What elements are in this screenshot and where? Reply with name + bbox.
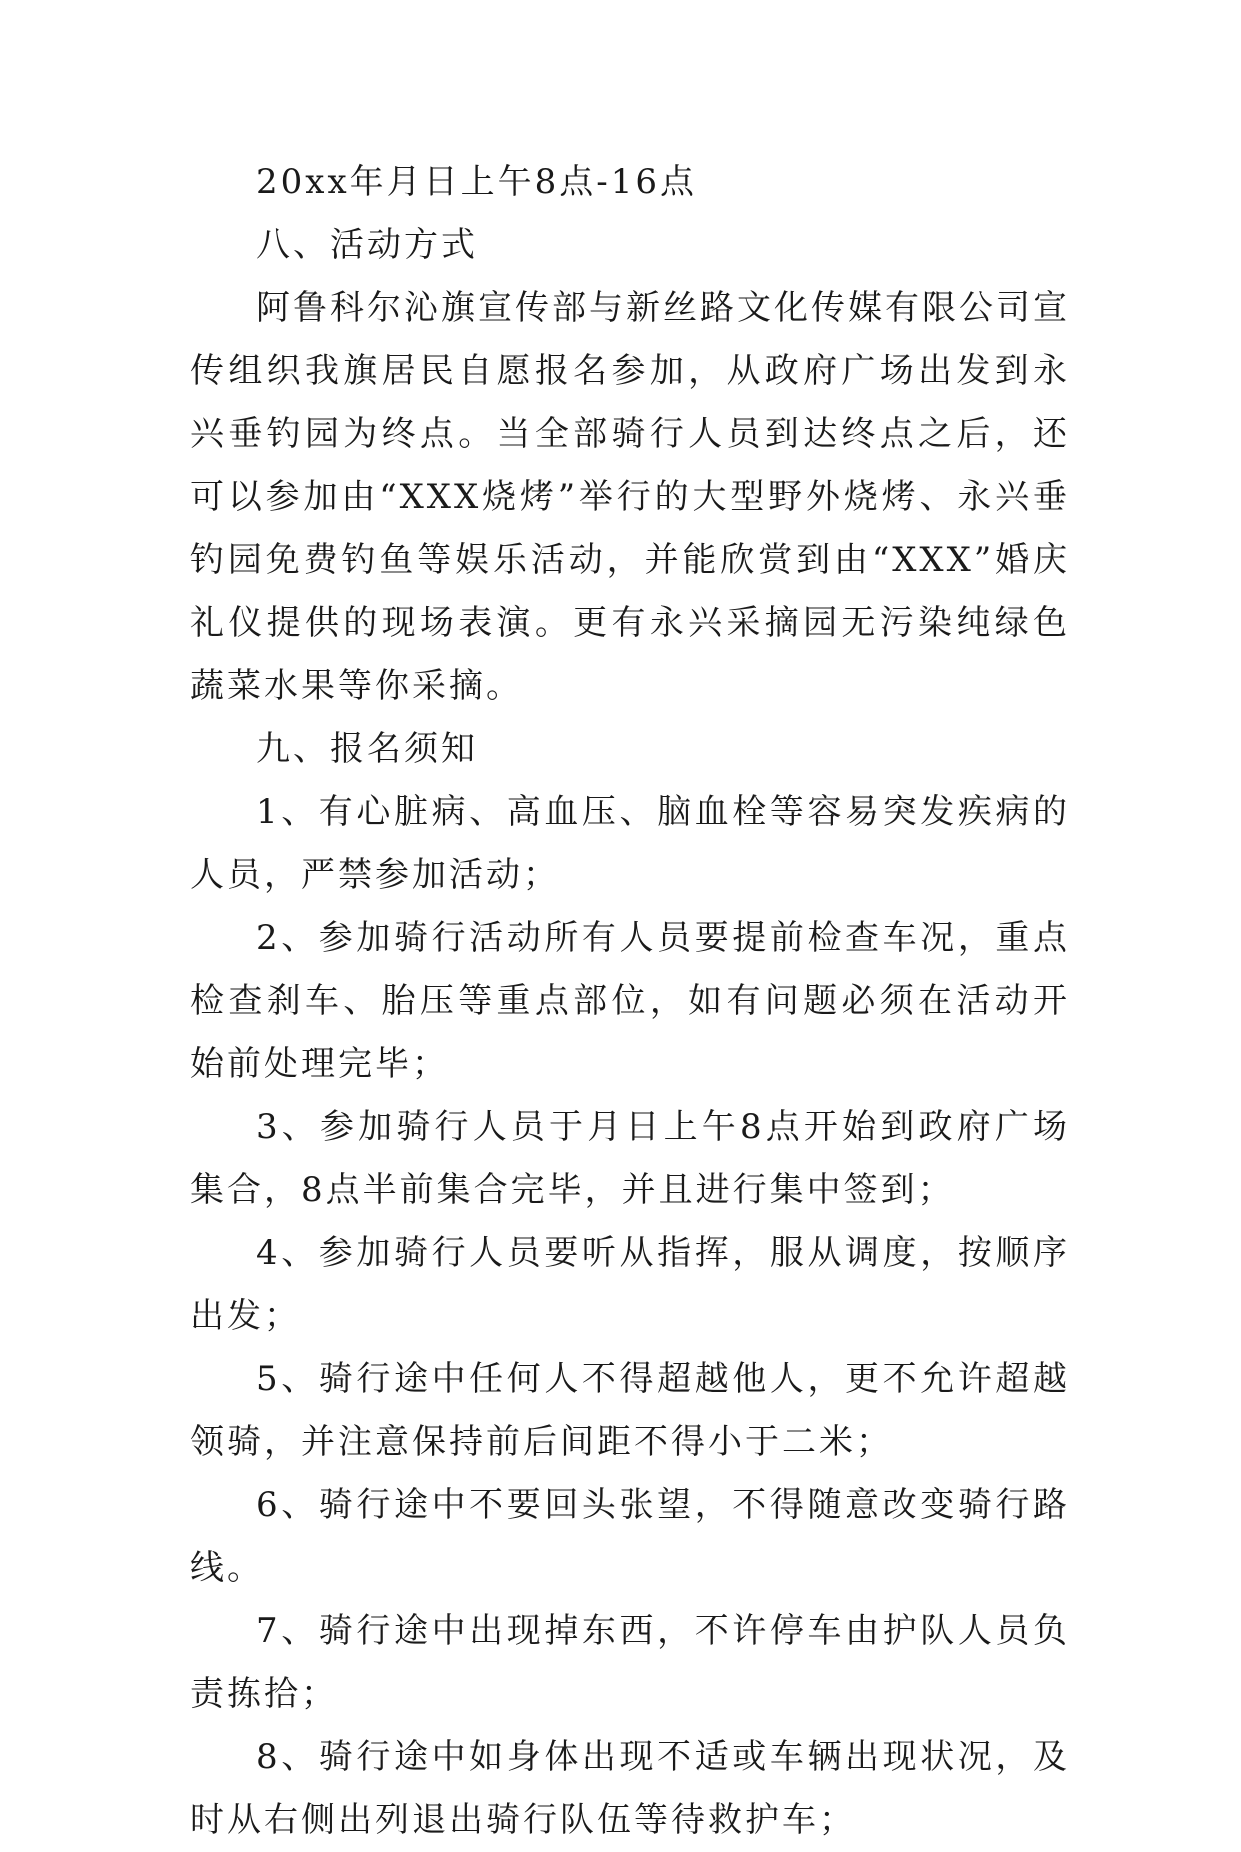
section-heading-activity-method: 八、活动方式: [256, 225, 478, 265]
notice-item-6: 6、骑行途中不要回头张望，不得随意改变骑行路线。: [190, 1485, 1070, 1588]
section-heading-registration-notes: 九、报名须知: [256, 729, 478, 769]
notice-item-7: 7、骑行途中出现掉东西，不许停车由护队人员负责拣拾；: [190, 1611, 1070, 1714]
notice-item-2: 2、参加骑行活动所有人员要提前检查车况，重点检查刹车、胎压等重点部位，如有问题必须在活动开始前处理完毕；: [190, 918, 1070, 1084]
notice-item-8: 8、骑行途中如身体出现不适或车辆出现状况，及时从右侧出列退出骑行队伍等待救护车；: [190, 1737, 1070, 1840]
notice-item-4: 4、参加骑行人员要听从指挥，服从调度，按顺序出发；: [190, 1233, 1070, 1336]
notice-item-5: 5、骑行途中任何人不得超越他人，更不允许超越领骑，并注意保持前后间距不得小于二米；: [190, 1359, 1070, 1462]
document-body: [190, 151, 1070, 1852]
time-line: 20xx年月日上午8点-16点: [256, 162, 697, 202]
notice-item-1: 1、有心脏病、高血压、脑血栓等容易突发疾病的人员，严禁参加活动；: [190, 792, 1070, 895]
notice-item-3: 3、参加骑行人员于月日上午8点开始到政府广场集合，8点半前集合完毕，并且进行集中签到；: [190, 1107, 1070, 1210]
activity-method-paragraph: 阿鲁科尔沁旗宣传部与新丝路文化传媒有限公司宣传组织我旗居民自愿报名参加，从政府广场出发到永兴垂钓园为终点。当全部骑行人员到达终点之后，还可以参加由“XXX烧烤”举行的大型野外烧烤、永兴垂钓园免费钓鱼等娱乐活动，并能欣赏到由“XXX”婚庆礼仪提供的现场表演。更有永兴采摘园无污染纯绿色蔬菜水果等你采摘。: [190, 288, 1070, 706]
